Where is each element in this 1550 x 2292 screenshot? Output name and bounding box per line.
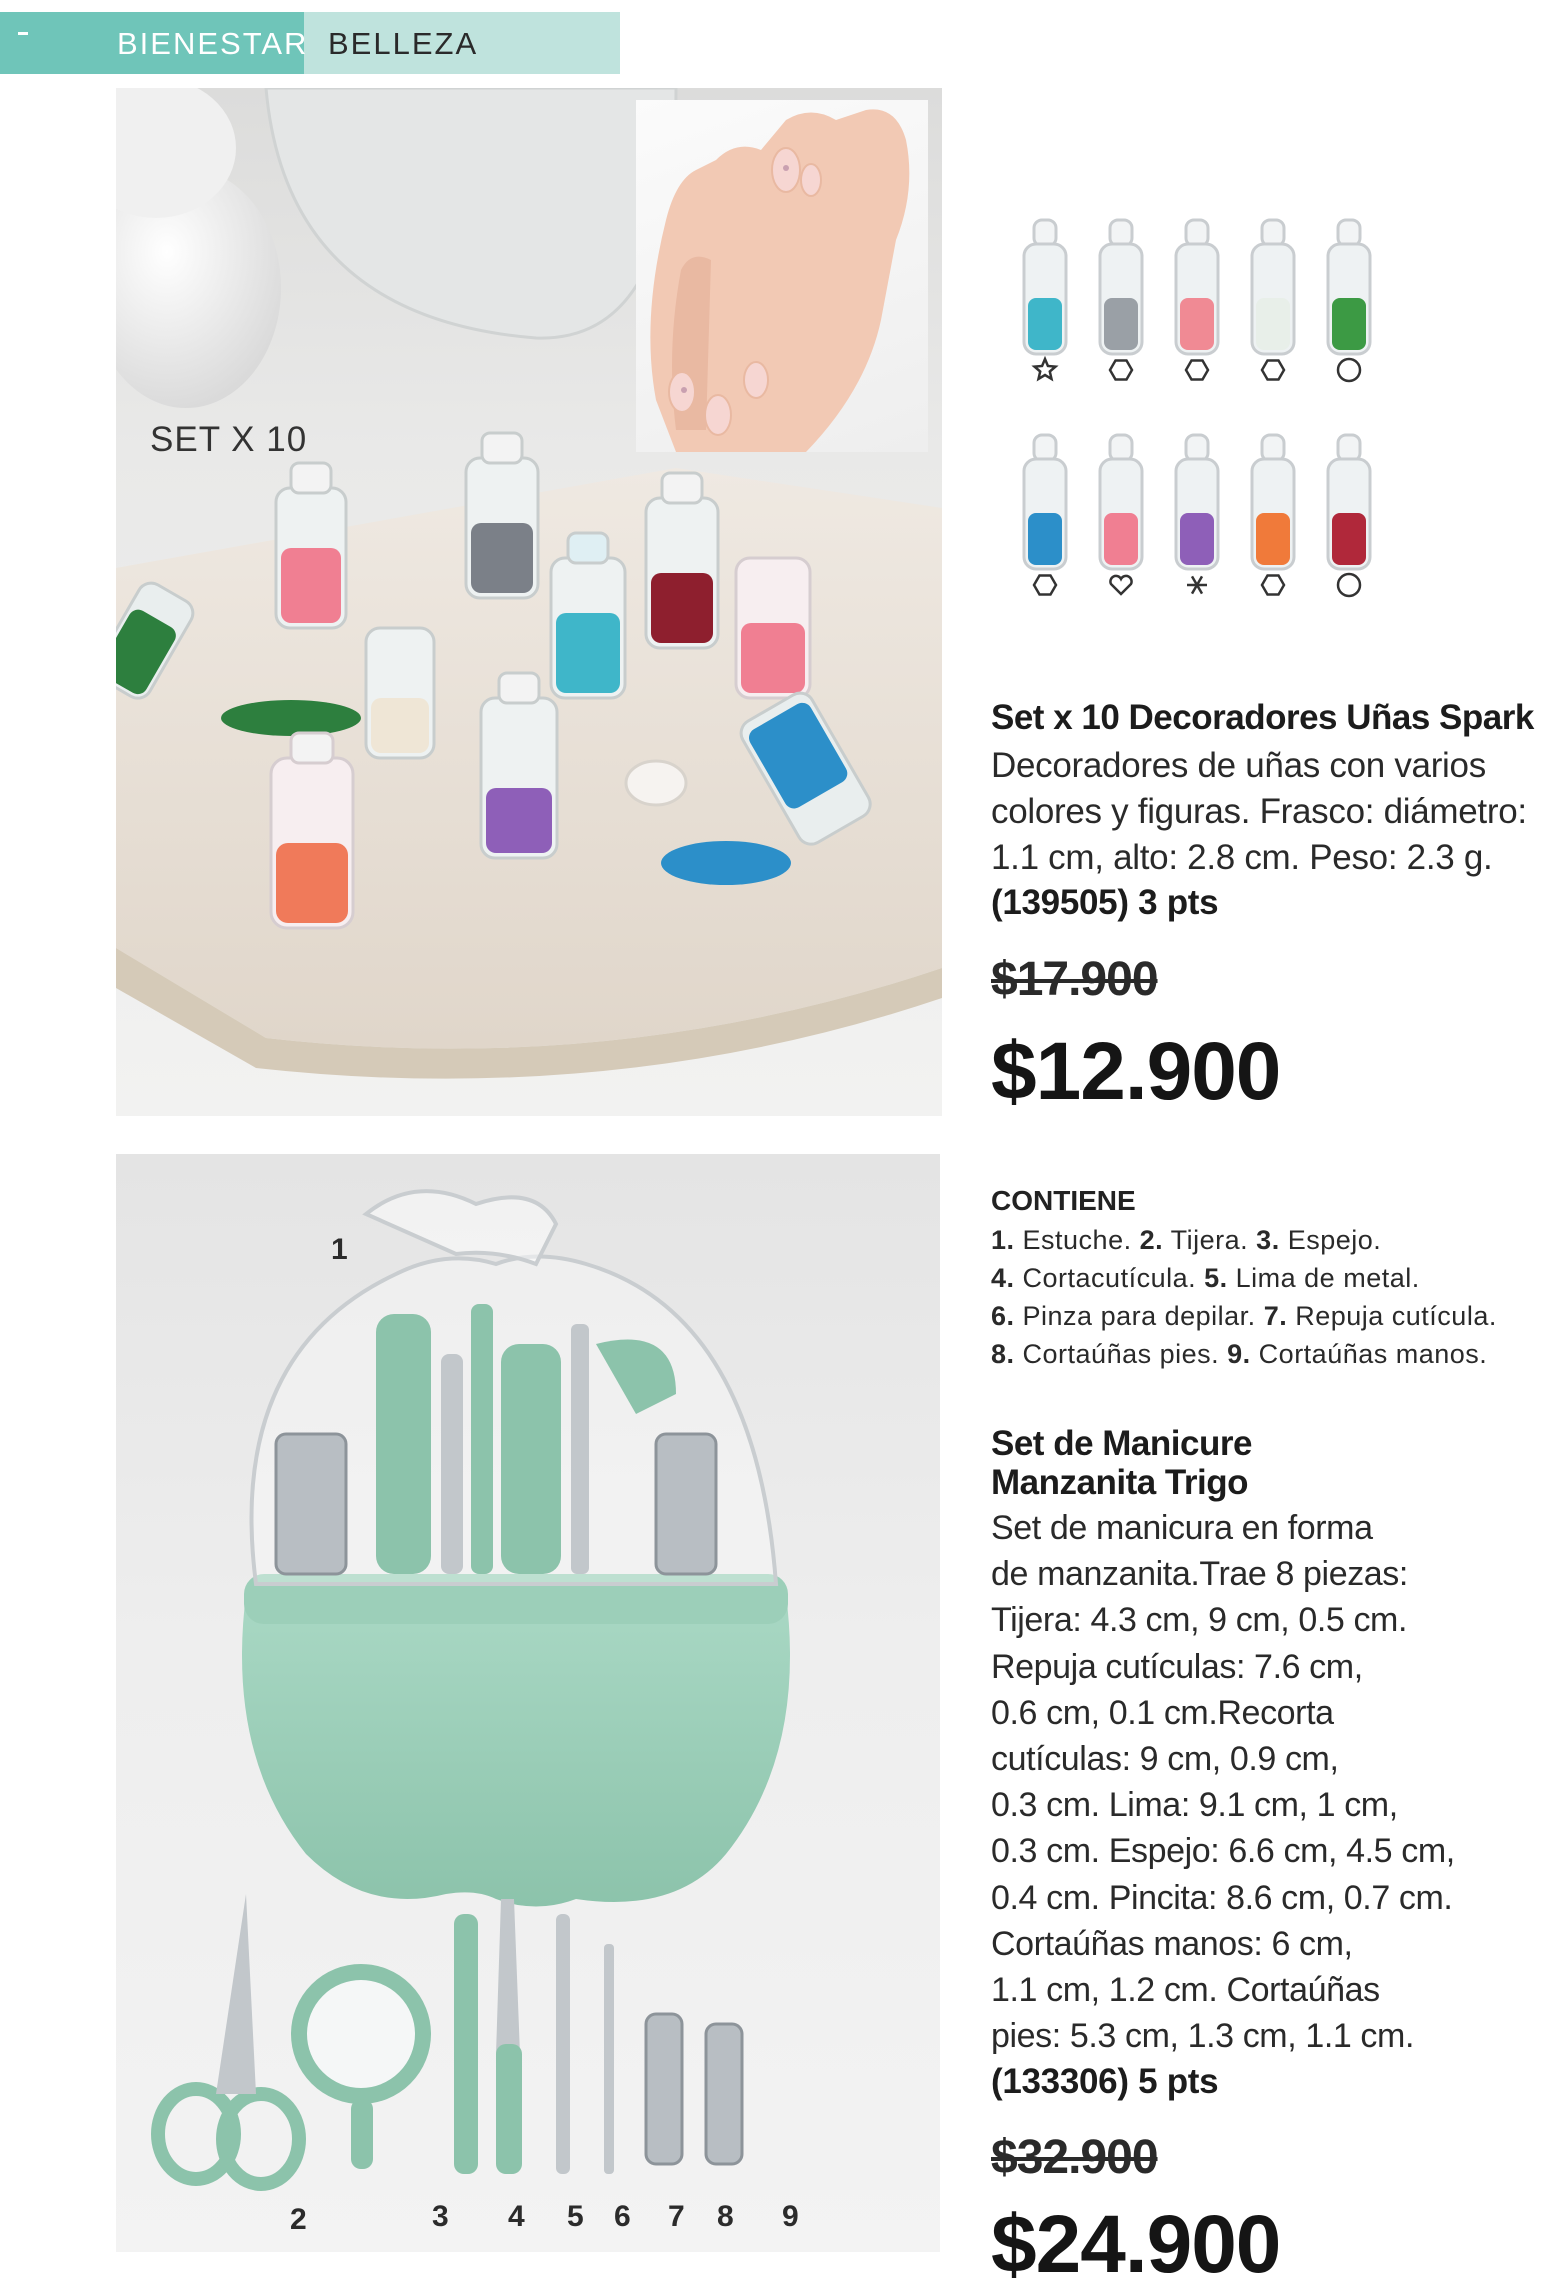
- product2-description-line: 0.3 cm. Espejo: 6.6 cm, 4.5 cm,: [991, 1832, 1455, 1871]
- glitter-bottle: [1176, 435, 1218, 594]
- product2-description-line: Tijera: 4.3 cm, 9 cm, 0.5 cm.: [991, 1601, 1408, 1640]
- glitter-bottle: [1100, 435, 1142, 594]
- product2-description-line: 0.6 cm, 0.1 cm.Recorta: [991, 1693, 1334, 1732]
- product2-description-line: Cortaúñas manos: 6 cm,: [991, 1924, 1353, 1963]
- tool-number-8: 8: [717, 2200, 734, 2233]
- hexagon-icon: [1110, 361, 1132, 380]
- tool-number-2: 2: [290, 2203, 307, 2236]
- contents-item-text: Pinza para depilar.: [1014, 1301, 1264, 1331]
- product2-title-line2: Manzanita Trigo: [991, 1463, 1248, 1502]
- product2-description-line: 0.3 cm. Lima: 9.1 cm, 1 cm,: [991, 1786, 1398, 1825]
- hexagon-icon: [1034, 576, 1056, 595]
- tool-number-4: 4: [508, 2200, 525, 2233]
- contents-item-number: 7.: [1263, 1301, 1288, 1331]
- contents-list: [991, 1221, 1497, 1373]
- product1-old-price: $17.900: [991, 953, 1158, 1006]
- contents-heading: CONTIENE: [991, 1185, 1136, 1216]
- glitter-bottle: [1024, 220, 1066, 379]
- heart-icon: [1110, 576, 1131, 594]
- color-options-photo: [1000, 200, 1400, 640]
- product2-description: [991, 1505, 1511, 2059]
- product2-code-points: (133306) 5 pts: [991, 2062, 1219, 2101]
- hand-illustration: [636, 100, 928, 452]
- contents-item-number: 6.: [991, 1301, 1015, 1331]
- contents-item-text: Espejo.: [1279, 1225, 1382, 1255]
- product1-description-line3: 1.1 cm, alto: 2.8 cm. Peso: 2.3 g.: [991, 838, 1493, 877]
- product1-code-points: (139505) 3 pts: [991, 883, 1219, 922]
- product2-description-line: 1.1 cm, 1.2 cm. Cortaúñas: [991, 1971, 1380, 2010]
- product2-title-line1: Set de Manicure: [991, 1424, 1252, 1463]
- set-count-label: SET X 10: [150, 420, 308, 459]
- contents-item-text: Tijera.: [1163, 1225, 1257, 1255]
- contents-line: [991, 1221, 1497, 1259]
- product1-price: $12.900: [991, 1026, 1281, 1117]
- contents-item-number: 4.: [991, 1263, 1015, 1293]
- glitter-bottle: [1328, 435, 1370, 596]
- product2-description-line: de manzanita.Trae 8 piezas:: [991, 1555, 1408, 1594]
- product2-price: $24.900: [991, 2199, 1281, 2290]
- contents-item-text: Cortacutícula.: [1014, 1263, 1205, 1293]
- manicure-set-illustration: [116, 1154, 940, 2252]
- category-label: BIENESTAR: [117, 26, 309, 61]
- tool-layout: [158, 1894, 742, 2184]
- star-icon: [1035, 359, 1056, 379]
- glitter-bottle: [1100, 220, 1142, 380]
- product1-description-line1: Decoradores de uñas con varios: [991, 746, 1486, 785]
- glitter-bottle: [1328, 220, 1370, 381]
- bottle-grid: [1000, 200, 1400, 640]
- circle-icon: [1338, 359, 1360, 381]
- tool-number-5: 5: [567, 2200, 584, 2233]
- product2-description-line: Repuja cutículas: 7.6 cm,: [991, 1647, 1363, 1686]
- tool-number-3: 3: [432, 2200, 449, 2233]
- contents-item-text: Repuja cutícula.: [1287, 1301, 1497, 1331]
- glitter-bottle: [1252, 435, 1294, 595]
- contents-item-number: 3.: [1256, 1225, 1280, 1255]
- snowflake-icon: [1187, 576, 1207, 593]
- tool-number-1: 1: [331, 1233, 348, 1266]
- product2-description-line: cutículas: 9 cm, 0.9 cm,: [991, 1740, 1339, 1779]
- contents-item-text: Cortaúñas pies.: [1014, 1339, 1228, 1369]
- category-header: [0, 12, 620, 74]
- contents-item-number: 5.: [1204, 1263, 1228, 1293]
- contents-line: [991, 1335, 1497, 1373]
- contents-item-text: Cortaúñas manos.: [1250, 1339, 1488, 1369]
- product2-description-line: pies: 5.3 cm, 1.3 cm, 1.1 cm.: [991, 2017, 1414, 2056]
- contents-line: [991, 1259, 1497, 1297]
- circle-icon: [1338, 574, 1360, 596]
- contents-item-number: 2.: [1139, 1225, 1164, 1255]
- contents-item-text: Estuche.: [1014, 1225, 1140, 1255]
- product1-description-line2: colores y figuras. Frasco: diámetro:: [991, 792, 1527, 831]
- contents-item-number: 9.: [1227, 1339, 1251, 1369]
- glitter-bottle: [1024, 435, 1066, 595]
- hexagon-icon: [1262, 576, 1284, 595]
- contents-item-text: Lima de metal.: [1227, 1263, 1420, 1293]
- glitter-bottle: [1176, 220, 1218, 380]
- product2-description-line: 0.4 cm. Pincita: 8.6 cm, 0.7 cm.: [991, 1878, 1453, 1917]
- product1-title: Set x 10 Decoradores Uñas Spark: [991, 698, 1534, 737]
- contents-item-number: 8.: [991, 1339, 1015, 1369]
- manicure-set-photo: [116, 1154, 940, 2252]
- contents-line: [991, 1297, 1497, 1335]
- subcategory-label[interactable]: BELLEZA: [328, 26, 479, 61]
- product2-old-price: $32.900: [991, 2131, 1158, 2184]
- glitter-bottle: [1252, 220, 1294, 380]
- contents-item-number: 1.: [991, 1225, 1015, 1255]
- hand-photo: [636, 100, 928, 452]
- header-mark: [18, 32, 28, 35]
- hexagon-icon: [1262, 361, 1284, 380]
- hexagon-icon: [1186, 361, 1208, 380]
- tool-number-7: 7: [668, 2200, 685, 2233]
- product2-description-line: Set de manicura en forma: [991, 1509, 1373, 1547]
- tool-number-6: 6: [614, 2200, 631, 2233]
- tool-number-9: 9: [782, 2200, 799, 2233]
